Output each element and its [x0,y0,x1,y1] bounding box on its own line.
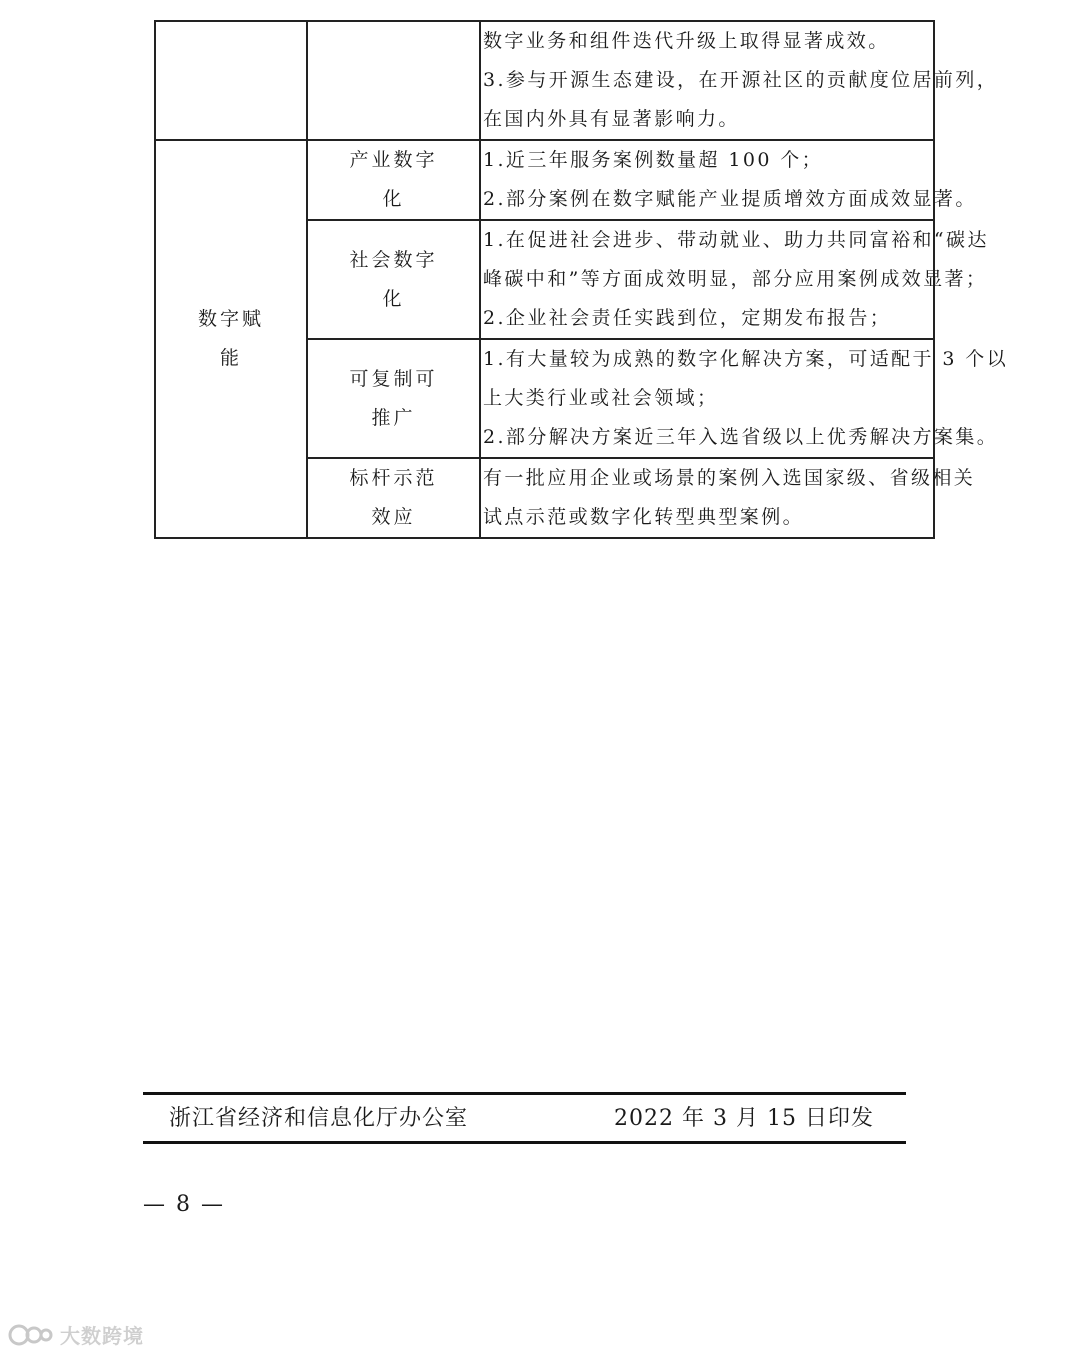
page-number: — 8 — [143,1192,225,1217]
subcategory-label-line: 效应 [371,506,416,528]
criteria-line: 1.近三年服务案例数量超 100 个； [483,149,824,171]
criteria-cell [480,220,989,339]
criteria-table [154,20,1009,539]
criteria-cell [480,339,1009,458]
issuance-footer [143,1092,906,1144]
criteria-line: 2.部分案例在数字赋能产业提质增效方面成效显著。 [483,188,977,210]
category-label-line: 能 [219,347,242,369]
subcategory-cell [307,140,480,220]
issuing-office: 浙江省经济和信息化厅办公室 [169,1106,469,1131]
criteria-line: 上大类行业或社会领域； [483,387,719,409]
table-row [155,140,934,220]
subcategory-cell [307,339,480,458]
criteria-line: 在国内外具有显著影响力。 [483,108,740,130]
subcategory-cell [307,21,480,140]
criteria-line: 有一批应用企业或场景的案例入选国家级、省级相关 [483,467,976,489]
criteria-line: 峰碳中和”等方面成效明显，部分应用案例成效显著； [483,268,988,290]
criteria-line: 2.企业社会责任实践到位，定期发布报告； [483,307,892,329]
table-row [155,21,934,140]
subcategory-label-line: 化 [382,287,405,310]
subcategory-cell [307,220,480,339]
subcategory-label-line: 产业数字 [349,149,438,171]
criteria-line: 2.部分解决方案近三年入选省级以上优秀解决方案集。 [483,426,999,448]
criteria-cell [480,458,976,538]
watermark-text: 大数跨境 [60,1324,144,1348]
brand-logo-icon [8,1322,54,1348]
issue-date: 2022 年 3 月 15 日印发 [614,1106,874,1131]
criteria-line: 数字业务和组件迭代升级上取得显著成效。 [483,30,890,52]
criteria-line: 试点示范或数字化转型典型案例。 [483,506,805,528]
watermark [8,1320,144,1349]
subcategory-label-line: 社会数字 [349,248,438,271]
category-cell [155,140,307,538]
subcategory-label-line: 标杆示范 [349,467,438,489]
criteria-line: 3.参与开源生态建设，在开源社区的贡献度位居前列， [483,69,999,91]
category-cell [155,21,307,140]
subcategory-label-line: 可复制可 [349,367,438,390]
criteria-cell [480,21,999,140]
subcategory-label-line: 化 [382,188,405,210]
criteria-line: 1.在促进社会进步、带动就业、助力共同富裕和“碳达 [483,229,989,251]
criteria-cell [480,140,977,220]
subcategory-label-line: 推广 [371,406,416,429]
category-label-line: 数字赋 [197,308,264,330]
subcategory-cell [307,458,480,538]
criteria-line: 1.有大量较为成熟的数字化解决方案，可适配于 3 个以 [483,348,1009,370]
